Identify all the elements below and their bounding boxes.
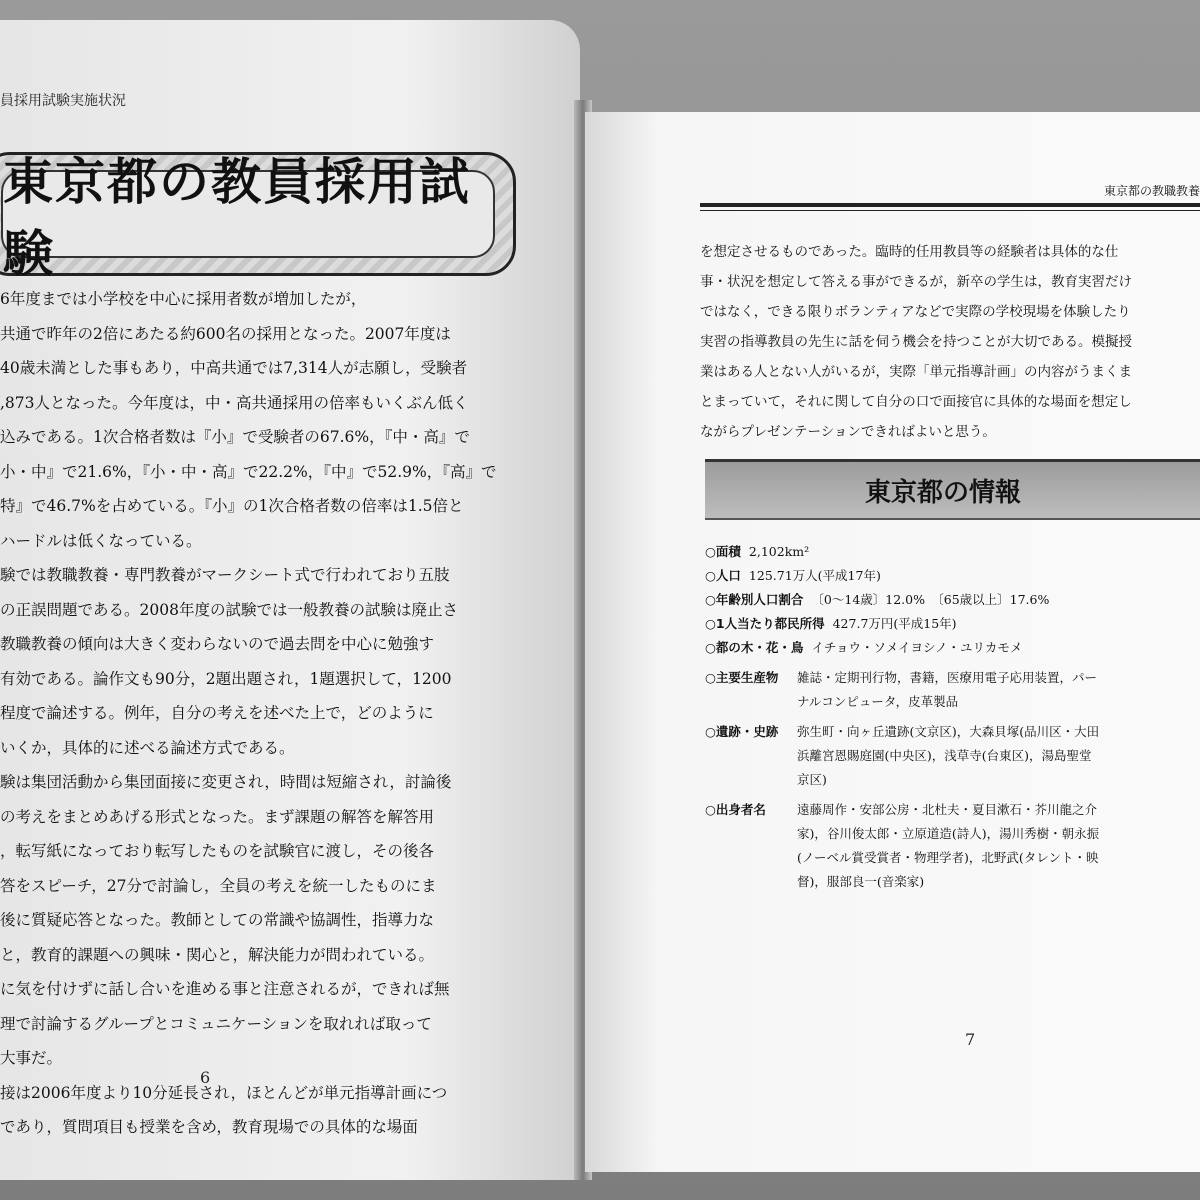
text-line: ながらプレゼンテーションできればよいと思う。	[700, 424, 996, 440]
text-line: ハードルは低くなっている。	[0, 531, 202, 550]
page-number-right: 7	[965, 1030, 976, 1049]
text-line: ではなく，できる限りボランティアなどで実際の学校現場を体験したり	[700, 304, 1131, 320]
text-line: 後に質疑応答となった。教師としての常識や協調性，指導力な	[0, 911, 435, 929]
info-label: ○人口	[705, 568, 741, 583]
text-line: 6年度までは小学校を中心に採用者数が増加したが，	[0, 290, 367, 308]
info-label: ○面積	[705, 544, 741, 559]
info-label: ○出身者名	[705, 802, 766, 817]
info-row-area	[705, 540, 1200, 564]
prefecture-info-list	[705, 540, 1200, 894]
left-page	[0, 20, 580, 1180]
info-value: 2,102km²	[748, 544, 810, 559]
header-rule	[700, 203, 1200, 207]
info-value-cont: 浜離宮恩賜庭園(中央区)，浅草寺(台東区)，湯島聖堂	[797, 748, 1092, 763]
page-number-left: 6	[200, 1068, 211, 1087]
info-value: 遠藤周作・安部公房・北杜夫・夏目漱石・芥川龍之介	[797, 802, 1098, 817]
chapter-title-frame	[0, 152, 516, 283]
text-line: の正誤問題である。2008年度の試験では一般教養の試験は廃止さ	[0, 600, 458, 619]
info-value-cont: 家)，谷川俊太郎・立原道造(詩人)，湯川秀樹・朝永振	[797, 826, 1100, 841]
text-line: 小・中』で21.6%，『小・中・高』で22.2%，『中』で52.9%，『高』で	[0, 462, 497, 481]
info-value-cont: (ノーベル賞受賞者・物理学者)，北野武(タレント・映	[797, 850, 1099, 865]
info-label: ○1人当たり都民所得	[705, 616, 825, 631]
info-value: イチョウ・ソメイヨシノ・ユリカモメ	[811, 640, 1023, 655]
text-line: とまっていて，それに関して自分の口で面接官に具体的な場面を想定し	[700, 394, 1132, 410]
text-line: 特』で46.7%を占めている。『小』の1次合格者数の倍率は1.5倍と	[0, 497, 464, 515]
text-line: 共通で昨年の2倍にあたる約600名の採用となった。2007年度は	[0, 324, 451, 343]
info-row-age	[705, 588, 1200, 612]
info-row-sites	[705, 720, 1200, 744]
text-line: 込みである。1次合格者数は『小』で受験者の67.6%，『中・高』で	[0, 428, 470, 446]
text-line: を想定させるものであった。臨時的任用教員等の経験者は具体的な仕	[700, 244, 1119, 260]
info-value-cont: 京区)	[797, 772, 827, 787]
info-row-population	[705, 564, 1200, 588]
right-body-text	[700, 237, 1200, 447]
right-page	[585, 112, 1200, 1172]
info-value: 〔0～14歳〕12.0% 〔65歳以上〕17.6%	[811, 592, 1050, 607]
text-line: 理で討論するグループとコミュニケーションを取れれば取って	[0, 1014, 432, 1033]
info-row-people	[705, 798, 1200, 822]
text-line: 有効である。論作文も90分，2題出題され，1題選択して，1200	[0, 669, 452, 688]
info-row-products	[705, 666, 1200, 690]
info-row-symbols	[705, 636, 1200, 660]
info-label: ○遺跡・史跡	[705, 724, 779, 739]
text-line: に気を付けずに話し合いを進める事と注意されるが，できれば無	[0, 980, 450, 998]
chapter-title: 東京都の教員採用試験	[1, 170, 495, 258]
section-title: 東京都の情報	[865, 477, 1022, 508]
info-row-income	[705, 612, 1200, 636]
text-line: 程度で論述する。例年，自分の考えを述べた上で，どのように	[0, 704, 434, 722]
text-line: の考えをまとめあげる形式となった。まず課題の解答を解答用	[0, 807, 435, 826]
left-body-text	[0, 282, 505, 1145]
info-value-cont: ナルコンピュータ，皮革製品	[797, 694, 959, 709]
left-running-header: 員採用試験実施状況	[0, 93, 126, 109]
text-line: 実習の指導教員の先生に話を伺う機会を持つことが大切である。模擬授	[700, 334, 1132, 350]
text-line: 大事だ。	[0, 1049, 63, 1067]
info-label: ○主要生産物	[705, 670, 779, 685]
text-line: と，教育的課題への興味・関心と，解決能力が問われている。	[0, 945, 435, 964]
text-line: 40歳未満とした事もあり，中高共通では7,314人が志願し，受験者	[0, 359, 468, 377]
info-value-cont: 督)，服部良一(音楽家)	[797, 874, 925, 889]
info-value: 427.7万円(平成15年)	[832, 616, 957, 631]
info-value: 125.71万人(平成17年)	[748, 568, 881, 583]
text-line: 験は集団活動から集団面接に変更され，時間は短縮され，討論後	[0, 773, 452, 791]
info-label: ○年齢別人口割合	[705, 592, 804, 607]
text-line: 業はある人とない人がいるが，実際「単元指導計画」の内容がうまくま	[700, 364, 1132, 380]
right-running-header: 東京都の教職教養	[1103, 184, 1200, 198]
text-line: 接は2006年度より10分延長され，ほとんどが単元指導計画につ	[0, 1083, 448, 1102]
header-rule-thin	[700, 210, 1200, 211]
text-line: ，転写紙になっており転写したものを試験官に渡し，その後各	[0, 842, 435, 860]
text-line: 答をスピーチ，27分で討論し，全員の考えを統一したものにま	[0, 876, 437, 895]
text-line: ,873人となった。今年度は，中・高共通採用の倍率もいくぶん低く	[0, 393, 469, 412]
info-value: 雑誌・定期刊行物，書籍，医療用電子応用装置，パー	[797, 670, 1098, 685]
text-line: 事・状況を想定して答える事ができるが，新卒の学生は，教育実習だけ	[700, 274, 1132, 290]
text-line: 験では教職教養・専門教養がマークシート式で行われており五肢	[0, 566, 450, 584]
section-heading-band	[705, 459, 1200, 520]
info-value: 弥生町・向ヶ丘遺跡(文京区)，大森貝塚(品川区・大田	[797, 724, 1100, 739]
text-line: 教職教養の傾向は大きく変わらないので過去問を中心に勉強す	[0, 635, 435, 653]
text-line: いくか，具体的に述べる論述方式である。	[0, 738, 295, 757]
text-line: であり，質問項目も授業を含め，教育現場での具体的な場面	[0, 1118, 418, 1136]
info-label: ○都の木・花・鳥	[705, 640, 804, 655]
